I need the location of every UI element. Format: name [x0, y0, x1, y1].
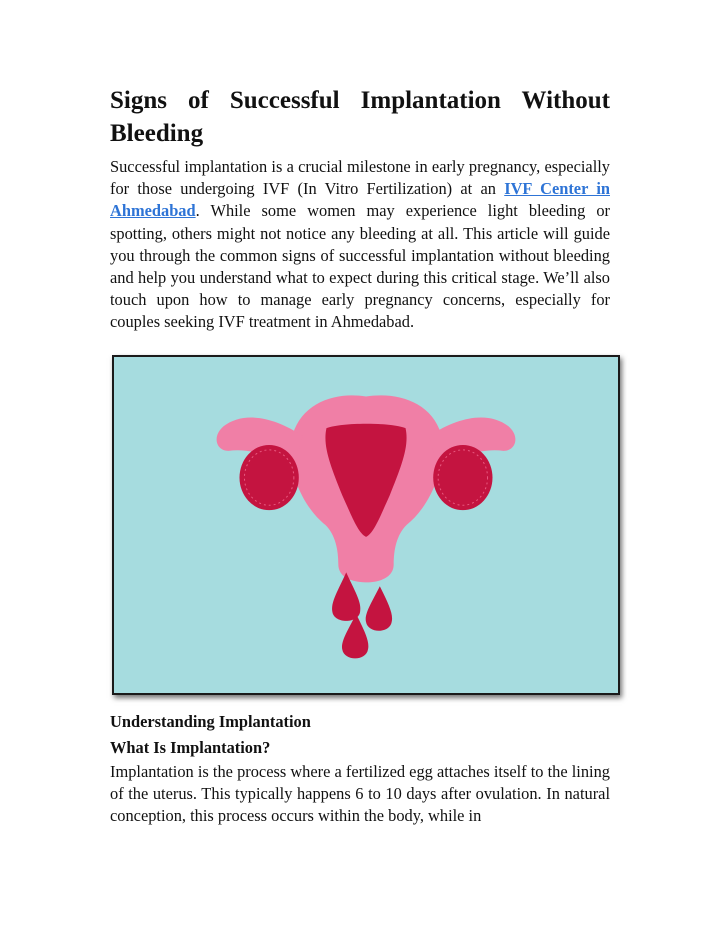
intro-text-after-link: . While some women may experience light bleeding or spotting, others might not notice any bleeding at all. This article will guide you through the common signs of successful implantation without bleeding and help you understand what to expect during this critical stage. We’ll also touch upon how to manage early pregnancy concerns, especially for couples seeking IVF treatment in Ahmedabad. — [110, 201, 610, 332]
implantation-paragraph: Implantation is the process where a fertilized egg attaches itself to the lining of the uterus. This typically happens 6 to 10 days after ovulation. In natural conception, this process occurs within the body, while in — [110, 762, 610, 826]
what-heading: What Is Implantation? — [110, 738, 271, 757]
understanding-section — [110, 711, 610, 733]
intro-paragraph — [110, 156, 610, 334]
implantation-paragraph-block — [110, 761, 610, 828]
understanding-heading: Understanding Implantation — [110, 712, 311, 731]
uterus-figure — [112, 355, 620, 695]
uterus-illustration-icon — [114, 357, 618, 693]
intro-text-before-link: Successful implantation is a crucial milestone in early pregnancy, especially for those undergoing IVF (In Vitro Fertilization) at an — [110, 157, 610, 199]
article-title: Signs of Successful Implantation Without Bleeding — [110, 87, 610, 147]
ivf-center-link[interactable]: IVF Center in Ahmedabad — [110, 179, 610, 221]
article-header — [110, 84, 610, 334]
what-section — [110, 737, 610, 759]
